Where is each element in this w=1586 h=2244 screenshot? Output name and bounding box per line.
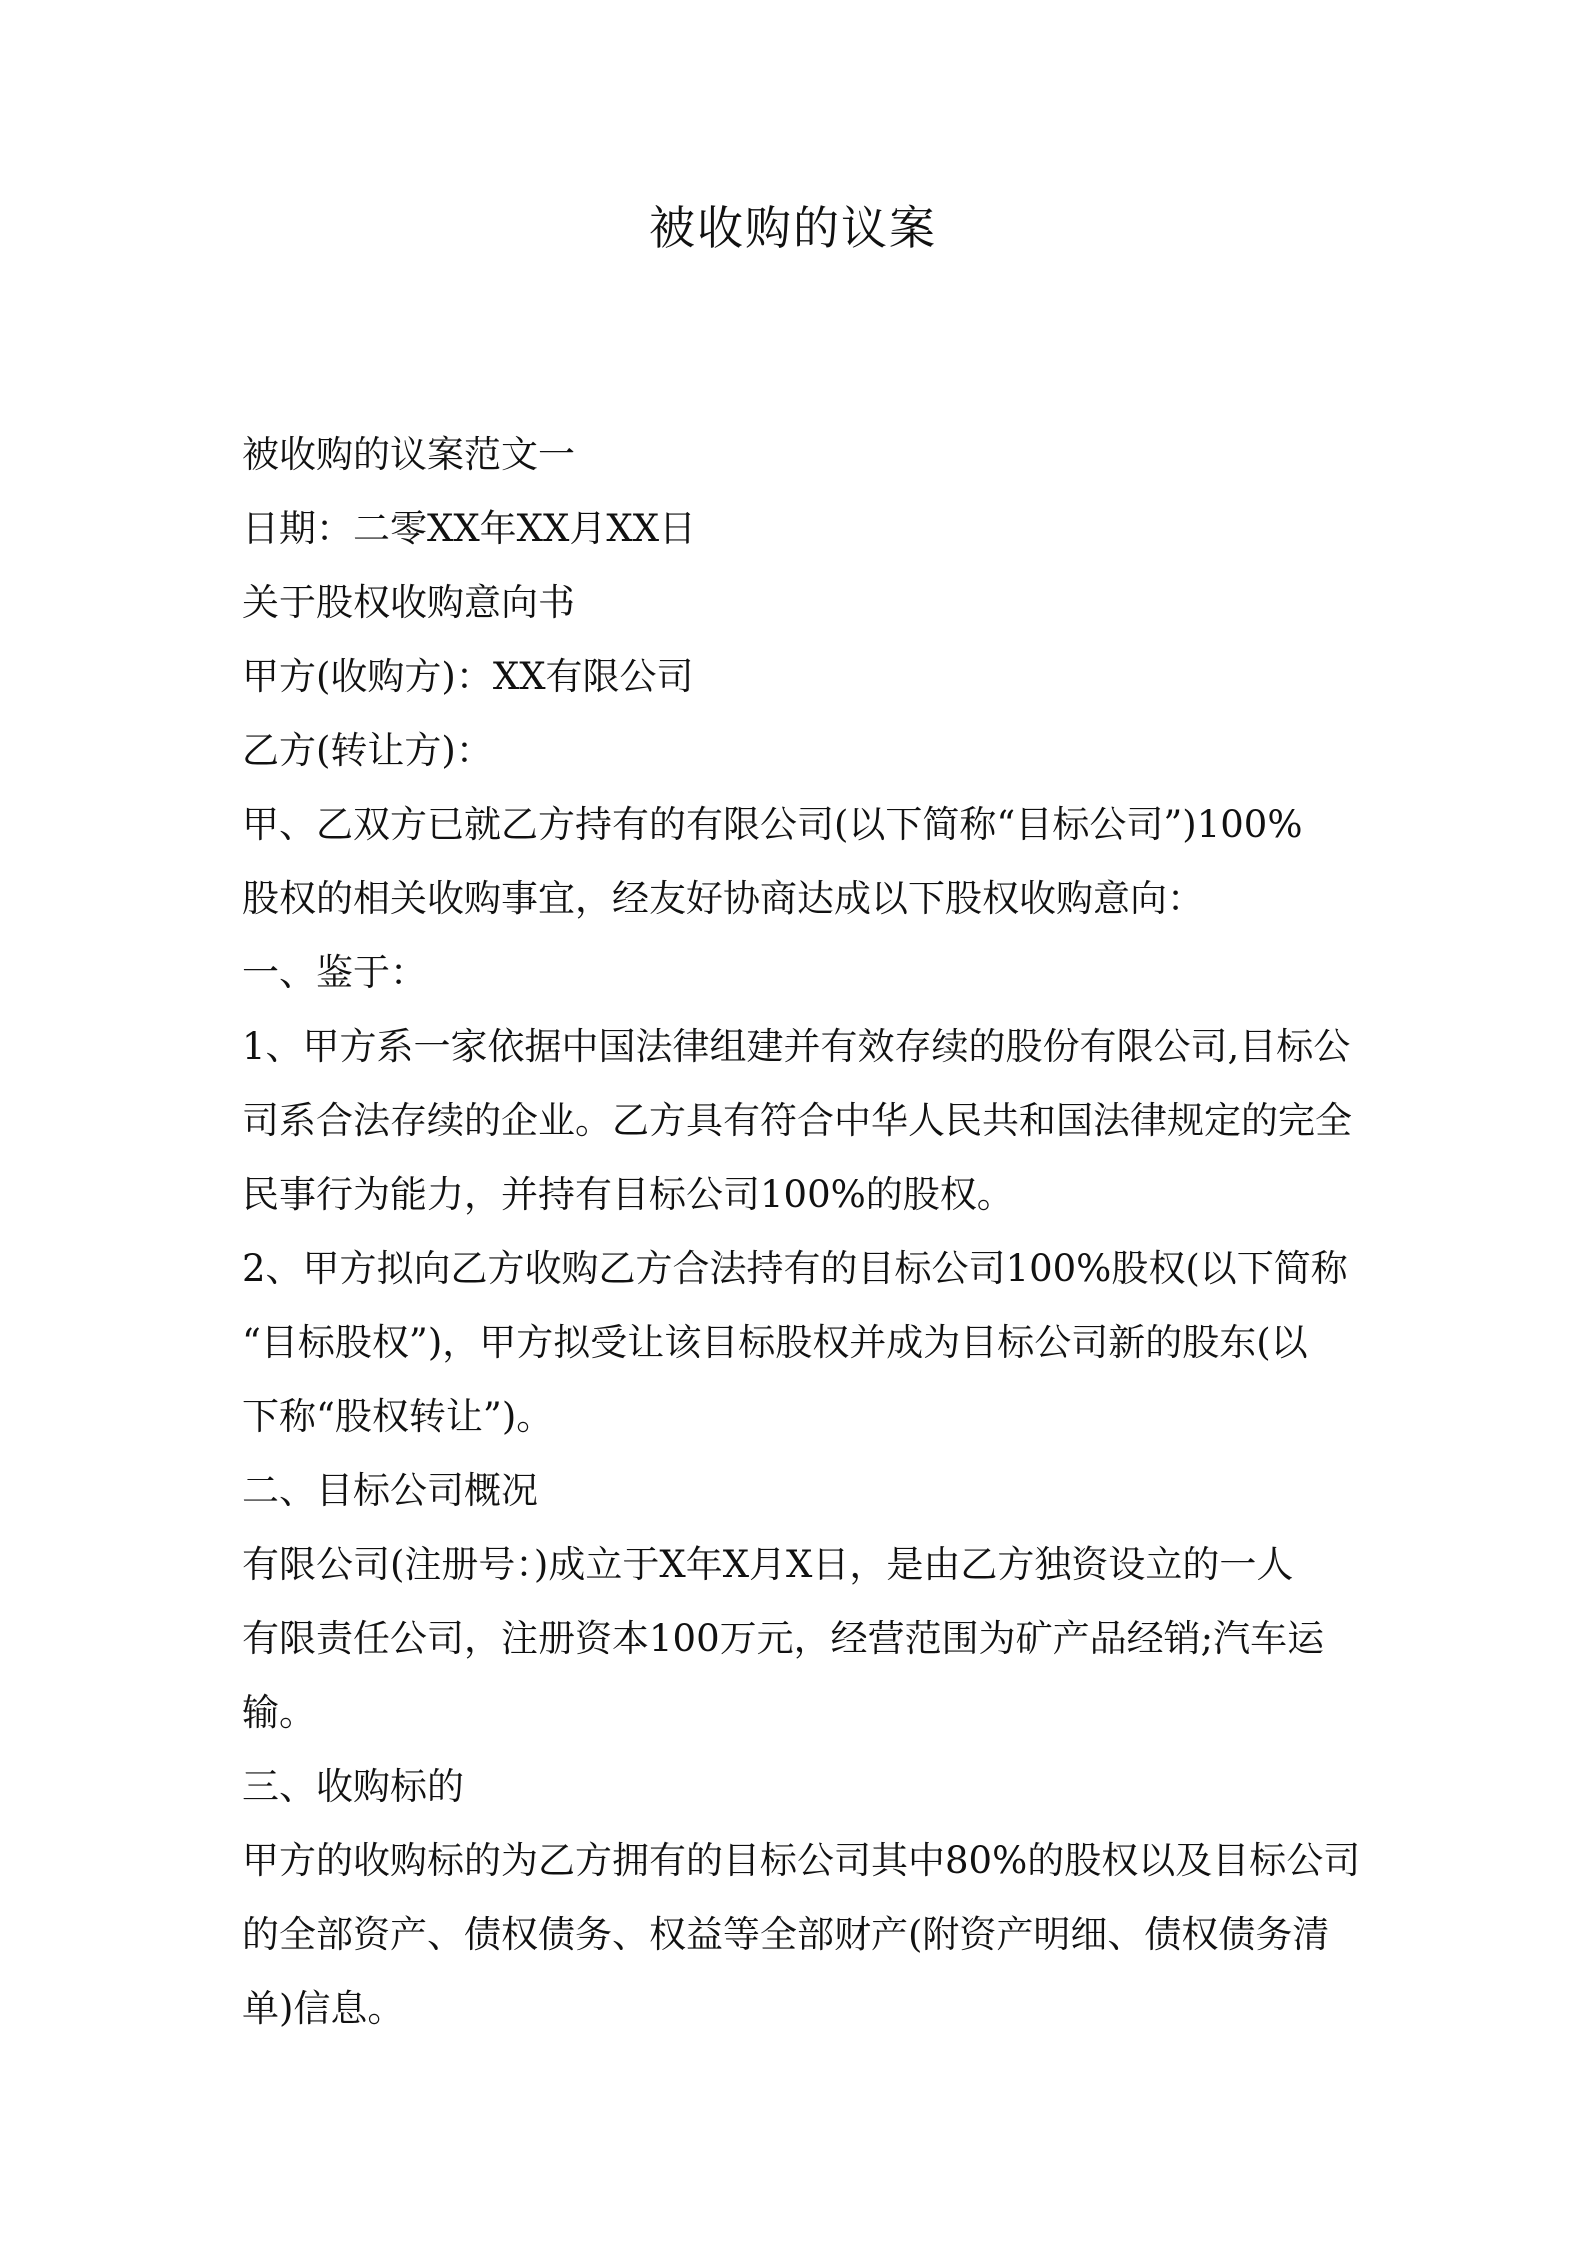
document-body (242, 418, 1362, 2046)
paragraph-line: 有限公司(注册号：)成立于X年X月X日，是由乙方独资设立的一人 (242, 1543, 1294, 1586)
paragraph-line: 单)信息。 (242, 1987, 405, 2030)
section-heading-company-overview: 二、目标公司概况 (242, 1469, 538, 1512)
section-heading-acquisition-target: 三、收购标的 (242, 1765, 464, 1808)
paragraph-line: 民事行为能力，并持有目标公司100%的股权。 (242, 1173, 1014, 1216)
paragraph-line: 股权的相关收购事宜，经友好协商达成以下股权收购意向： (242, 877, 1204, 920)
paragraph-line: 有限责任公司，注册资本100万元，经营范围为矿产品经销;汽车运 (242, 1617, 1325, 1660)
paragraph-line: 2、甲方拟向乙方收购乙方合法持有的目标公司100%股权(以下简称 (242, 1247, 1348, 1290)
paragraph-line: 司系合法存续的企业。乙方具有符合中华人民共和国法律规定的完全 (242, 1099, 1352, 1142)
section-heading-sample-one: 被收购的议案范文一 (242, 433, 575, 476)
date-line: 日期：二零XX年XX月XX日 (242, 507, 697, 550)
document-title: 被收购的议案 (649, 201, 937, 255)
paragraph-line: 甲方的收购标的为乙方拥有的目标公司其中80%的股权以及目标公司 (242, 1839, 1361, 1882)
paragraph-line: 甲、乙双方已就乙方持有的有限公司(以下简称“目标公司”)100% (242, 803, 1303, 846)
party-b-line: 乙方(转让方)： (242, 729, 493, 772)
paragraph-line: 下称“股权转让”)。 (242, 1395, 554, 1438)
paragraph-line: 的全部资产、债权债务、权益等全部财产(附资产明细、债权债务清 (242, 1913, 1330, 1956)
subject-line: 关于股权收购意向书 (242, 581, 575, 624)
paragraph-line: “目标股权”)，甲方拟受让该目标股权并成为目标公司新的股东(以 (242, 1321, 1308, 1364)
party-a-line: 甲方(收购方)：XX有限公司 (242, 655, 694, 698)
paragraph-line: 输。 (242, 1691, 316, 1734)
paragraph-line: 1、甲方系一家依据中国法律组建并有效存续的股份有限公司,目标公 (242, 1025, 1351, 1068)
section-heading-whereas: 一、鉴于： (242, 951, 427, 994)
